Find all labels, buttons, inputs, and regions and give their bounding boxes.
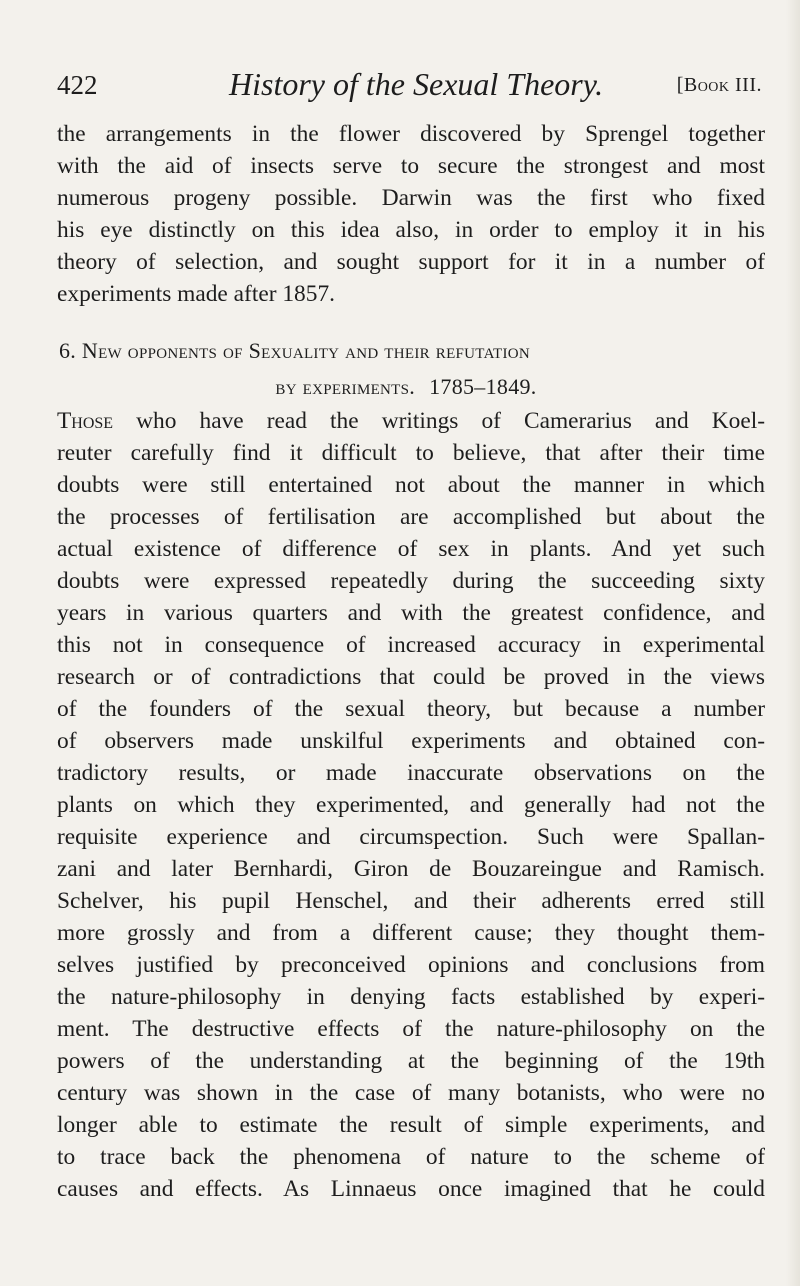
text-line: doubts were expressed repeatedly during the succeeding sixty bbox=[57, 568, 765, 594]
text-line: actual existence of difference of sex in plants. And yet such bbox=[57, 536, 765, 562]
section-heading-line-2 bbox=[57, 369, 765, 405]
text-line: powers of the understanding at the beginning of the 19th bbox=[57, 1048, 765, 1074]
text-line: reuter carefully find it difficult to believe, that after their time bbox=[57, 440, 765, 466]
text-line: the processes of fertilisation are accomplished but about the bbox=[57, 504, 765, 530]
text-line: theory of selection, and sought support for it in a number of bbox=[57, 249, 765, 275]
text-line: to trace back the phenomena of nature to the scheme of bbox=[57, 1144, 765, 1170]
text-line: doubts were still entertained not about the manner in which bbox=[57, 472, 765, 498]
text-line: causes and effects. As Linnaeus once imagined that he could bbox=[57, 1176, 765, 1202]
text-line: research or of contradictions that could be proved in the views bbox=[57, 664, 765, 690]
text-line: longer able to estimate the result of simple experiments, and bbox=[57, 1112, 765, 1138]
text-line: selves justified by preconceived opinions and conclusions from bbox=[57, 952, 765, 978]
text-line: of observers made unskilful experiments and obtained con- bbox=[57, 728, 765, 754]
page-number: 422 bbox=[57, 70, 98, 100]
text-line: the arrangements in the flower discovered by Sprengel together bbox=[57, 121, 765, 147]
section-heading-date: 1785–1849. bbox=[429, 374, 537, 399]
running-header bbox=[57, 66, 762, 110]
page-body bbox=[57, 118, 765, 1205]
paragraph-1 bbox=[57, 118, 765, 310]
text-line: experiments made after 1857. bbox=[57, 281, 335, 307]
page-edge-shadow bbox=[786, 0, 800, 1286]
text-line: more grossly and from a different cause; they thought them- bbox=[57, 920, 765, 946]
section-heading-text: by experiments. bbox=[275, 374, 416, 399]
section-heading bbox=[57, 333, 765, 405]
text-line: of the founders of the sexual theory, but because a number bbox=[57, 696, 765, 722]
text-line: numerous progeny possible. Darwin was the first who fixed bbox=[57, 185, 765, 211]
text-line: his eye distinctly on this idea also, in order to employ it in his bbox=[57, 217, 765, 243]
text-line: the nature-philosophy in denying facts established by experi- bbox=[57, 984, 765, 1010]
text-line: with the aid of insects serve to secure the strongest and most bbox=[57, 153, 765, 179]
text-line: tradictory results, or made inaccurate observations on the bbox=[57, 760, 765, 786]
text-line: requisite experience and circumspection. Such were Spallan- bbox=[57, 824, 765, 850]
text-line: years in various quarters and with the greatest confidence, and bbox=[57, 600, 765, 626]
text-line: this not in consequence of increased accuracy in experimental bbox=[57, 632, 765, 658]
text-line: ment. The destructive effects of the nature-philosophy on the bbox=[57, 1016, 765, 1042]
running-title: History of the Sexual Theory. bbox=[229, 66, 604, 102]
text-line: zani and later Bernhardi, Giron de Bouzareingue and Ramisch. bbox=[57, 856, 765, 882]
book-reference: [Book III. bbox=[676, 74, 762, 96]
opening-word: Those bbox=[57, 408, 114, 434]
text-line: Those who have read the writings of Camerarius and Koel- bbox=[57, 408, 765, 434]
paragraph-2 bbox=[57, 405, 765, 1205]
text-line: century was shown in the case of many botanists, who were no bbox=[57, 1080, 765, 1106]
section-heading-line-1: 6. New opponents of Sexuality and their refutation bbox=[59, 338, 531, 363]
text-line: plants on which they experimented, and generally had not the bbox=[57, 792, 765, 818]
text-line: Schelver, his pupil Henschel, and their adherents erred still bbox=[57, 888, 765, 914]
